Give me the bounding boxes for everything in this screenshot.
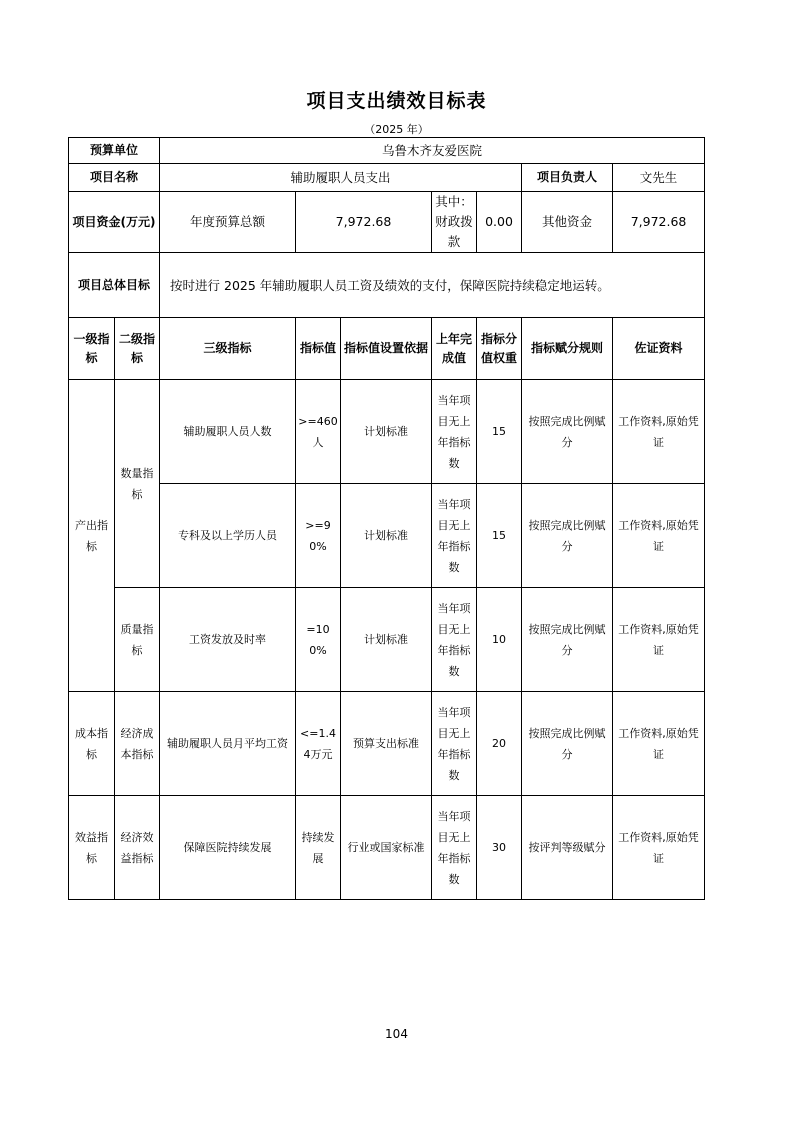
- value-cell: =100%: [296, 588, 341, 692]
- level2-cell: 经济成本指标: [115, 692, 160, 796]
- other-funds-value: 7,972.68: [613, 192, 705, 253]
- header-value: 指标值: [296, 318, 341, 380]
- basis-cell: 预算支出标准: [341, 692, 432, 796]
- level3-cell: 专科及以上学历人员: [160, 484, 296, 588]
- basis-cell: 计划标准: [341, 484, 432, 588]
- header-level2: 二级指标: [115, 318, 160, 380]
- header-last-year: 上年完成值: [432, 318, 477, 380]
- header-basis: 指标值设置依据: [341, 318, 432, 380]
- table-row: [69, 588, 705, 692]
- weight-cell: 30: [477, 796, 522, 900]
- goal-label: 项目总体目标: [69, 253, 160, 318]
- page-title: 项目支出绩效目标表: [306, 90, 487, 112]
- header-rule: 指标赋分规则: [522, 318, 613, 380]
- basis-cell: 计划标准: [341, 588, 432, 692]
- table-row: [69, 380, 705, 484]
- basis-cell: 行业或国家标准: [341, 796, 432, 900]
- funds-label: 项目资金(万元): [69, 192, 160, 253]
- table-row: [69, 692, 705, 796]
- last-year-cell: 当年项目无上年指标数: [432, 692, 477, 796]
- last-year-cell: 当年项目无上年指标数: [432, 380, 477, 484]
- level3-cell: 保障医院持续发展: [160, 796, 296, 900]
- rule-cell: 按照完成比例赋分: [522, 692, 613, 796]
- fiscal-label: 其中：财政拨款: [432, 192, 477, 253]
- project-name-value: 辅助履职人员支出: [160, 164, 522, 192]
- year-label: （2025 年）: [364, 123, 429, 136]
- basis-cell: 计划标准: [341, 380, 432, 484]
- level1-cell: 成本指标: [69, 692, 115, 796]
- last-year-cell: 当年项目无上年指标数: [432, 588, 477, 692]
- budget-unit-value: 乌鲁木齐友爱医院: [160, 138, 705, 164]
- header-evidence: 佐证资料: [613, 318, 705, 380]
- level2-cell: 质量指标: [115, 588, 160, 692]
- header-weight: 指标分值权重: [477, 318, 522, 380]
- rule-cell: 按照完成比例赋分: [522, 588, 613, 692]
- level1-cell: 效益指标: [69, 796, 115, 900]
- weight-cell: 10: [477, 588, 522, 692]
- page-number: 104: [385, 1027, 408, 1041]
- goal-value: 按时进行 2025 年辅助履职人员工资及绩效的支付，保障医院持续稳定地运转。: [160, 253, 705, 318]
- evidence-cell: 工作资料,原始凭证: [613, 484, 705, 588]
- rule-cell: 按照完成比例赋分: [522, 380, 613, 484]
- table-row: [69, 796, 705, 900]
- last-year-cell: 当年项目无上年指标数: [432, 484, 477, 588]
- level1-cell: 产出指标: [69, 380, 115, 692]
- value-cell: <=1.44万元: [296, 692, 341, 796]
- other-funds-label: 其他资金: [522, 192, 613, 253]
- weight-cell: 15: [477, 484, 522, 588]
- evidence-cell: 工作资料,原始凭证: [613, 588, 705, 692]
- level2-cell: 经济效益指标: [115, 796, 160, 900]
- last-year-cell: 当年项目无上年指标数: [432, 796, 477, 900]
- value-cell: 持续发展: [296, 796, 341, 900]
- project-lead-value: 文先生: [613, 164, 705, 192]
- annual-budget-label: 年度预算总额: [160, 192, 296, 253]
- value-cell: >=90%: [296, 484, 341, 588]
- project-lead-label: 项目负责人: [522, 164, 613, 192]
- value-cell: >=460人: [296, 380, 341, 484]
- header-level3: 三级指标: [160, 318, 296, 380]
- evidence-cell: 工作资料,原始凭证: [613, 796, 705, 900]
- project-name-label: 项目名称: [69, 164, 160, 192]
- level2-cell: 数量指标: [115, 380, 160, 588]
- level3-cell: 工资发放及时率: [160, 588, 296, 692]
- annual-budget-value: 7,972.68: [296, 192, 432, 253]
- weight-cell: 15: [477, 380, 522, 484]
- performance-table: [68, 137, 705, 900]
- budget-unit-label: 预算单位: [69, 138, 160, 164]
- header-level1: 一级指标: [69, 318, 115, 380]
- level3-cell: 辅助履职人员人数: [160, 380, 296, 484]
- evidence-cell: 工作资料,原始凭证: [613, 692, 705, 796]
- weight-cell: 20: [477, 692, 522, 796]
- fiscal-value: 0.00: [477, 192, 522, 253]
- rule-cell: 按评判等级赋分: [522, 796, 613, 900]
- level3-cell: 辅助履职人员月平均工资: [160, 692, 296, 796]
- evidence-cell: 工作资料,原始凭证: [613, 380, 705, 484]
- table-row: [69, 484, 705, 588]
- rule-cell: 按照完成比例赋分: [522, 484, 613, 588]
